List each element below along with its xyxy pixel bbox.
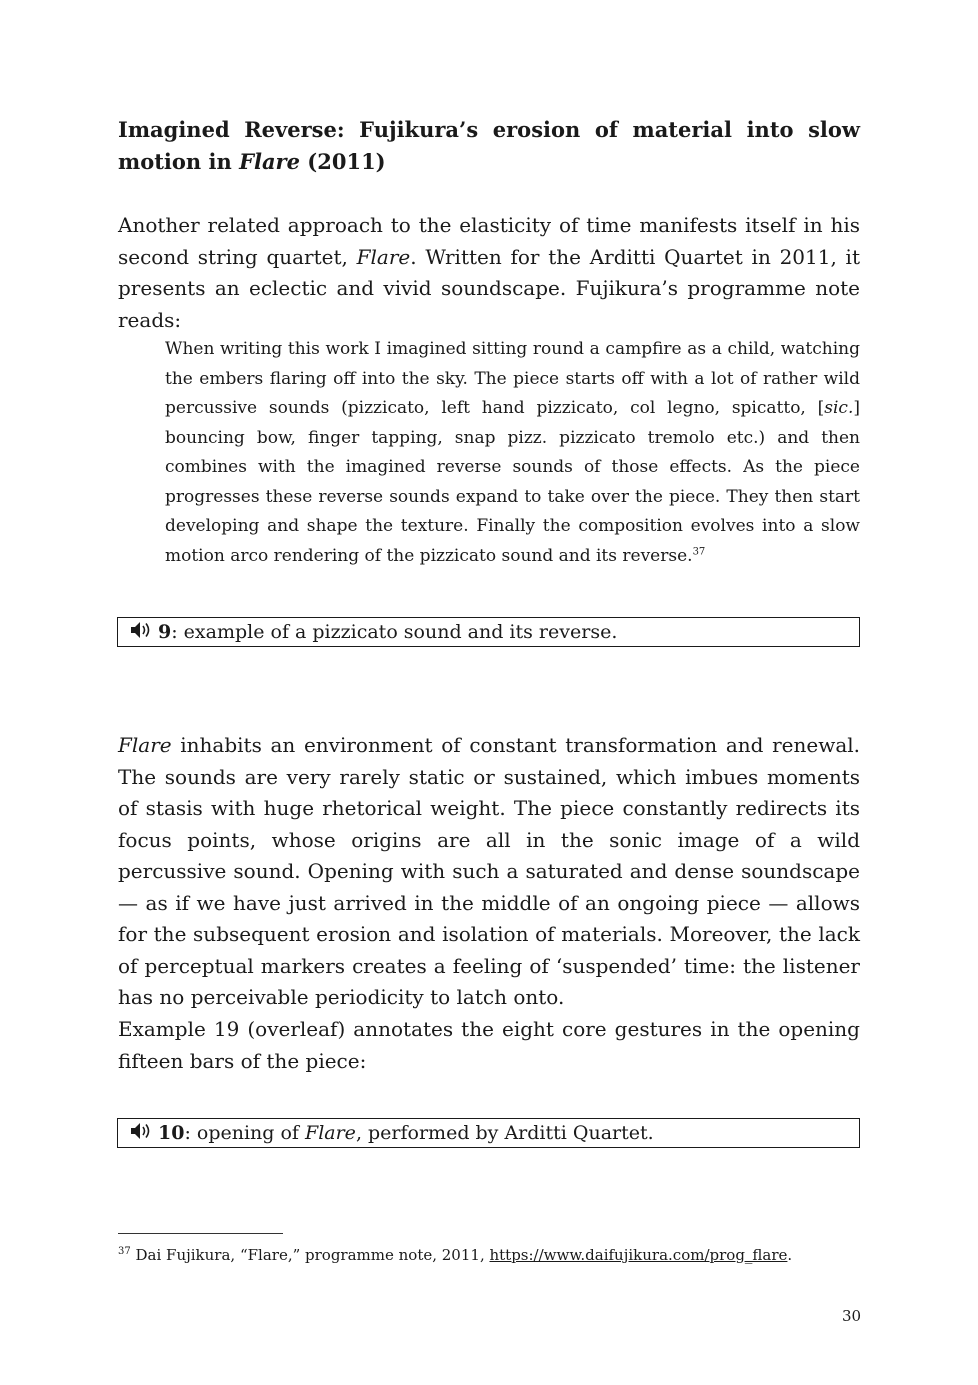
section-heading: Imagined Reverse: Fujikura’s erosion of material into slow motion in Flare (2011) xyxy=(118,117,860,174)
footnote-ref[interactable]: 37 xyxy=(692,545,706,557)
block-quote: When writing this work I imagined sitting round a campfire as a child, watching the embers flaring off into the sky. The piece starts off with a lot of rather wild percussive sounds (pizzicato, left hand pizzicato, col legno, spicatto, [sic.] bouncing bow, finger tapping, snap pizz. pizzicato tremolo etc.) and then combines with the imagined reverse sounds of those effects. As the piece progresses these reverse sounds expand to take over the piece. They then start developing and shape the texture. Finally the composition evolves into a slow motion arco rendering of the pizzicato sound and its reverse.$^{37}$ xyxy=(165,339,860,566)
analysis-paragraph: Flare inhabits an environment of constant transformation and renewal. The sounds are very rarely static or sustained, which imbues moments of stasis with huge rhetorical weight. The piece constantly redirects its focus points, whose origins are all in the sonic image of a wild percussive sound. Opening with such a saturated and dense soundscape — as if we have just arrived in the middle of an ongoing piece — allows for the subsequent erosion and isolation of materials. Moreover, the lack of perceptual markers creates a feeling of ‘suspended’ time: the listener has no perceivable periodicity to latch onto. xyxy=(118,733,860,1009)
page-number: 30 xyxy=(842,1307,862,1325)
audio-example-9[interactable] xyxy=(117,617,860,647)
footnote-divider xyxy=(118,1233,283,1234)
speaker-icon[interactable] xyxy=(130,1120,152,1148)
speaker-icon[interactable] xyxy=(130,619,152,647)
audio-caption: : example of a pizzicato sound and its reverse. xyxy=(171,621,618,643)
example-paragraph: Example 19 (overleaf) annotates the eight core gestures in the opening fifteen bars of the piece: xyxy=(118,1017,860,1073)
audio-example-10[interactable]: 10: opening of Flare, performed by Arditti Quartet. xyxy=(117,1118,860,1148)
audio-number: 9 xyxy=(158,621,172,643)
intro-paragraph: Another related approach to the elasticity of time manifests itself in his second string quartet, Flare. Written for the Arditti Quartet in 2011, it presents an eclectic and vivid soundscape. Fujikura’s programme note reads: xyxy=(118,213,860,332)
footnote-link[interactable]: https://www.daifujikura.com/prog_flare xyxy=(489,1246,788,1264)
footnote: $^{37}$ Dai Fujikura, “Flare,” programme note, 2011, https://www.daifujikura.com/prog_flare. xyxy=(118,1246,793,1264)
audio-number: 10 xyxy=(158,1122,185,1144)
